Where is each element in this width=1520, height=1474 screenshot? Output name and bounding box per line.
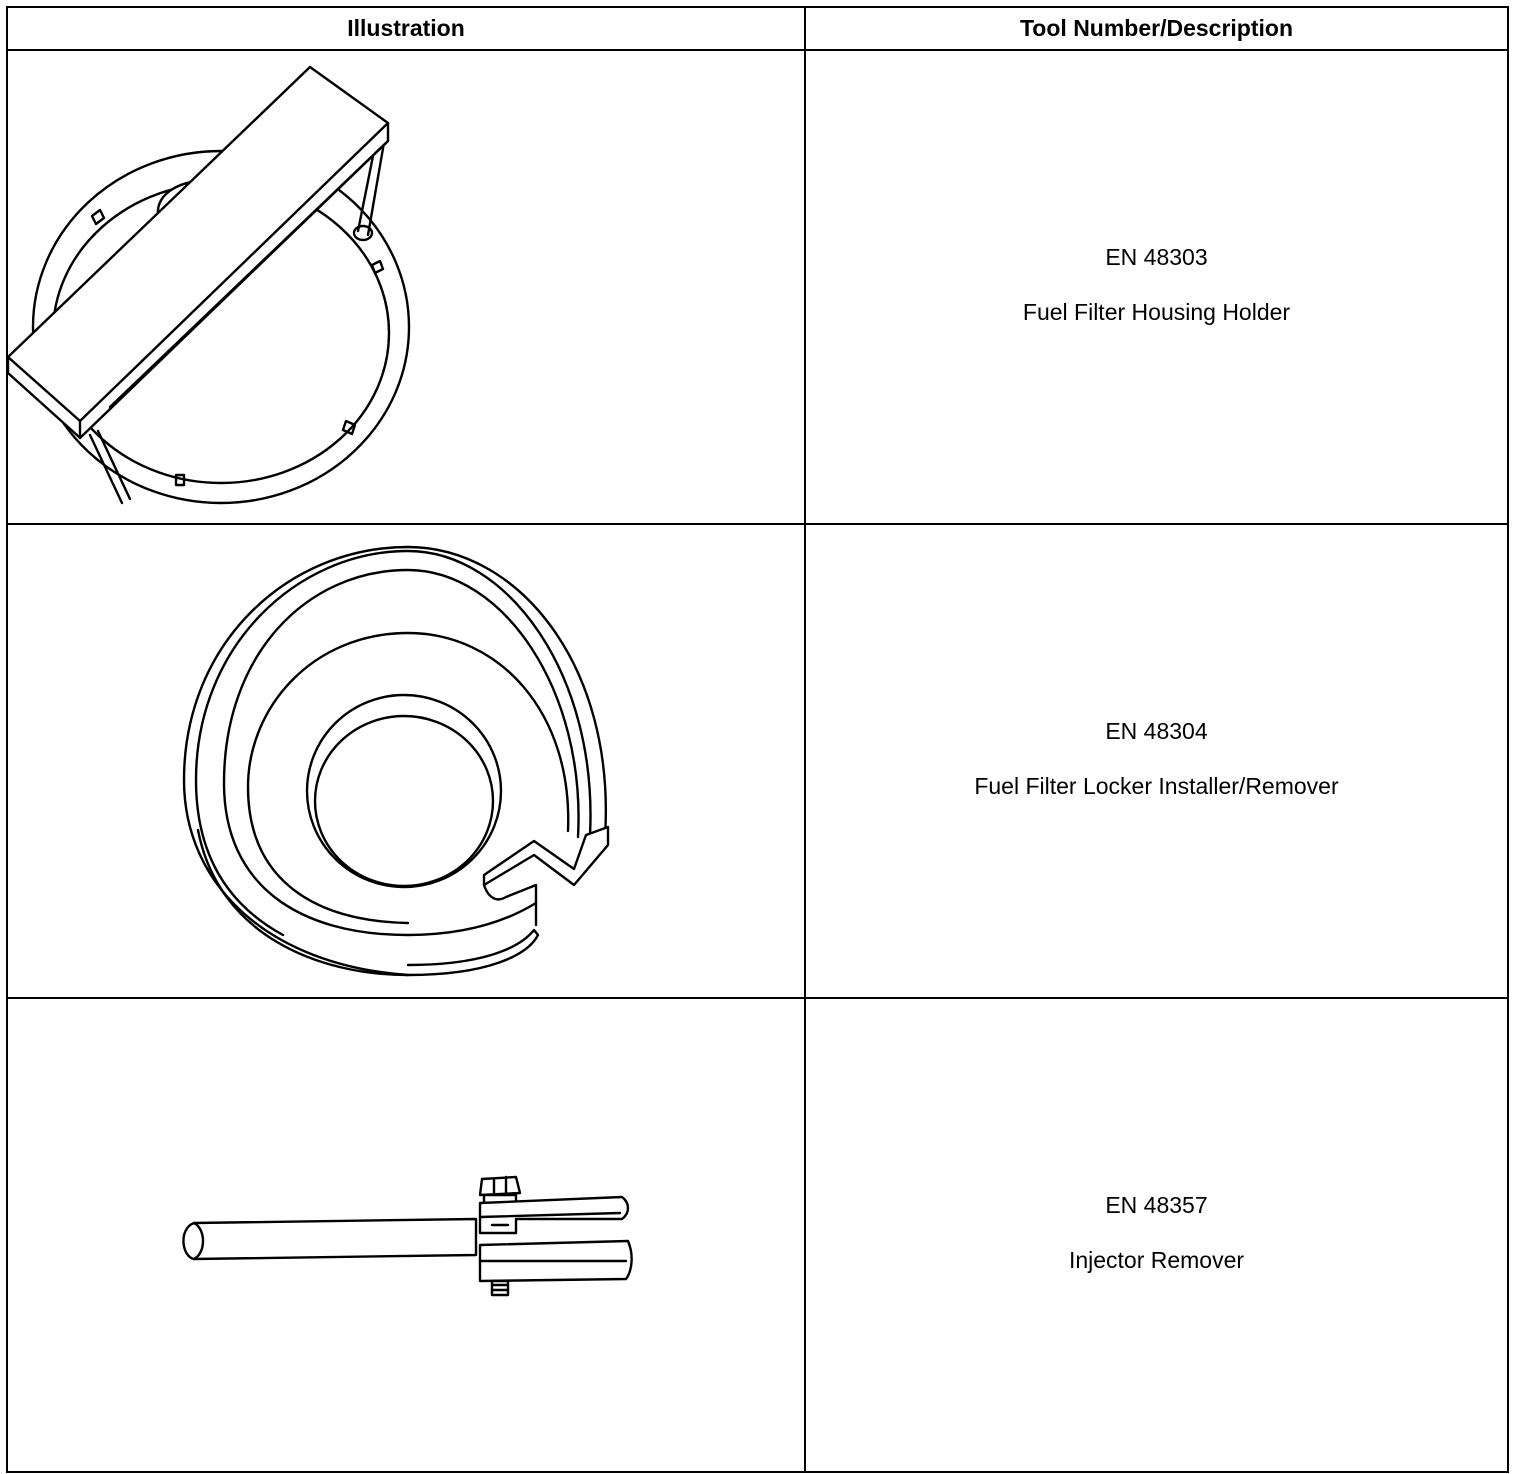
illustration-cell bbox=[7, 998, 805, 1472]
table-row bbox=[7, 998, 1508, 1472]
tool-number: EN 48357 bbox=[1105, 1192, 1208, 1218]
illustration-cell bbox=[7, 50, 805, 524]
tool-number: EN 48304 bbox=[1105, 718, 1208, 744]
description-cell bbox=[805, 998, 1508, 1472]
illustration-cell bbox=[7, 524, 805, 998]
tool-number: EN 48303 bbox=[1105, 244, 1208, 270]
fuel-filter-housing-holder-icon bbox=[8, 51, 806, 523]
header-row bbox=[7, 7, 1508, 50]
tool-description: Fuel Filter Housing Holder bbox=[1022, 299, 1291, 325]
tool-description: Fuel Filter Locker Installer/Remover bbox=[974, 773, 1339, 799]
tool-header: Tool Number/Description bbox=[805, 7, 1508, 50]
description-cell bbox=[805, 50, 1508, 524]
illustration-header: Illustration bbox=[7, 7, 805, 50]
fuel-filter-locker-installer-remover-icon bbox=[8, 525, 806, 997]
tool-description: Injector Remover bbox=[1068, 1247, 1245, 1273]
injector-remover-icon bbox=[8, 999, 806, 1471]
tool-table bbox=[6, 6, 1509, 1473]
table-row bbox=[7, 50, 1508, 524]
table-row bbox=[7, 524, 1508, 998]
description-cell bbox=[805, 524, 1508, 998]
